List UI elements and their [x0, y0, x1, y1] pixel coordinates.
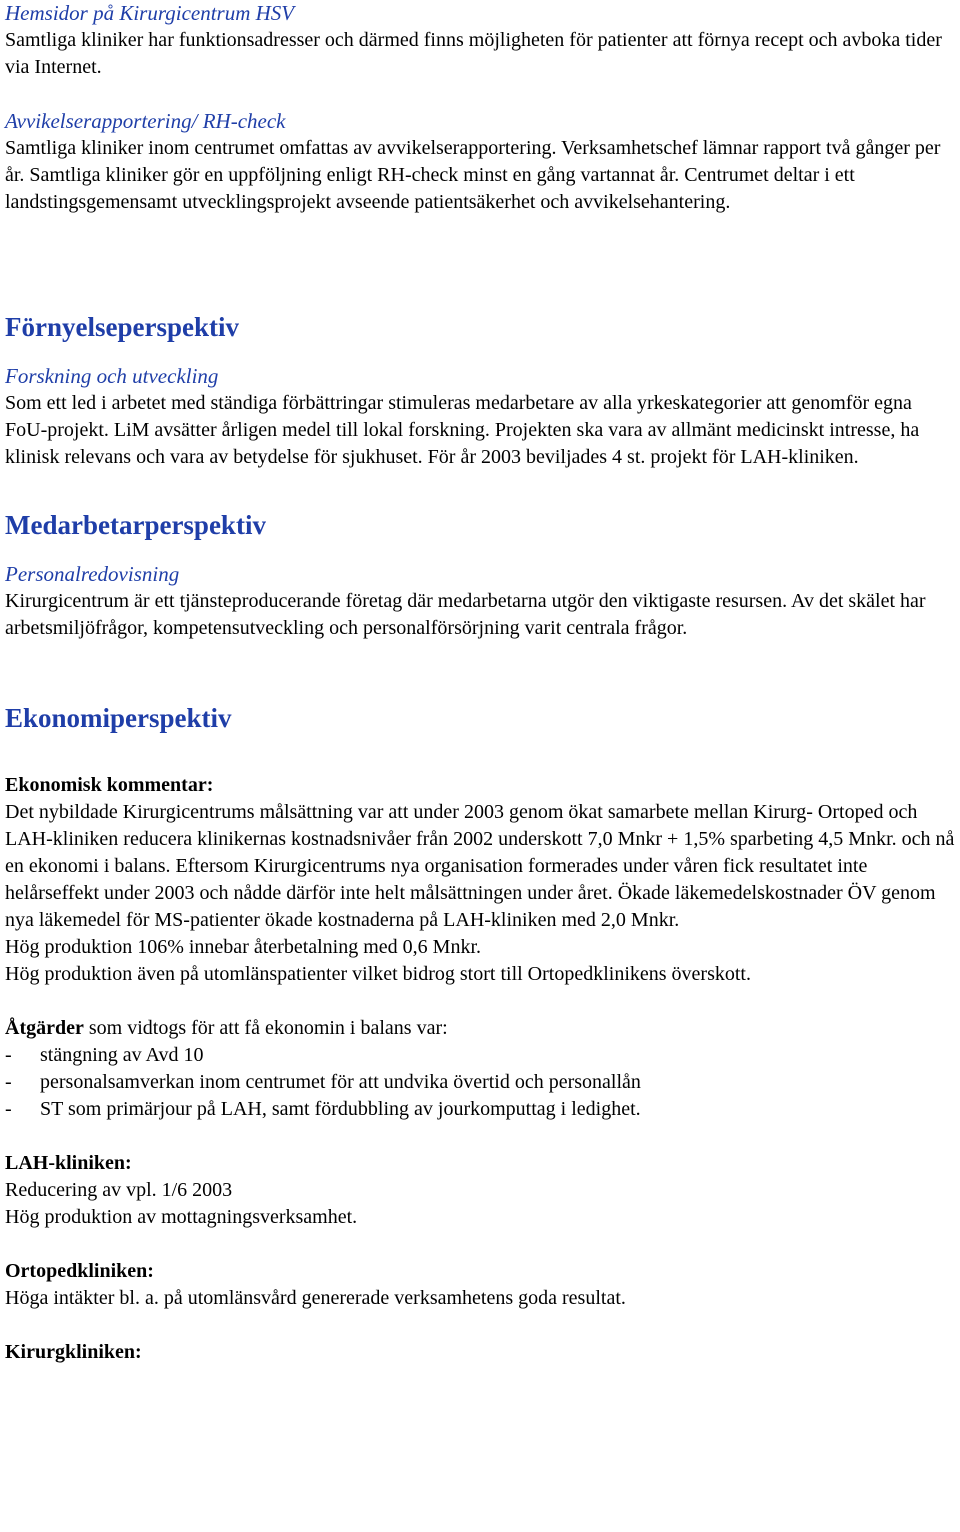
lah-kliniken-label: LAH-kliniken:	[5, 1152, 132, 1174]
atgarder-intro	[5, 1015, 955, 1042]
medarbetar-title: Medarbetarperspektiv	[5, 510, 266, 540]
ekonomi-line-1: Hög produktion 106% innebar återbetalning med 0,6 Mnkr.	[5, 936, 482, 958]
list-item-text: stängning av Avd 10	[40, 1044, 204, 1066]
spacer	[5, 1231, 955, 1258]
atgarder-list	[5, 1042, 955, 1123]
kirurgkliniken-label: Kirurgkliniken:	[5, 1341, 142, 1363]
ekonomi-line-2: Hög produktion även på utomlänspatienter vilket bidrog stort till Ortopedklinikens överskott.	[5, 963, 751, 985]
lah-line-2: Hög produktion av mottagningsverksamhet.	[5, 1206, 358, 1228]
ekonomi-title: Ekonomiperspektiv	[5, 703, 232, 733]
forskning-text: Som ett led i arbetet med ständiga förbättringar stimuleras medarbetare av alla yrkeskategorier att genomför egna FoU-projekt. LiM avsätter årligen medel till lokal forskning. Projekten ska vara av allmänt medicinskt intresse, ha klinisk relevans och vara av betydelse för sjukhuset. För år 2003 beviljades 4 st. projekt för LAH-kliniken.	[5, 392, 920, 468]
spacer	[5, 1312, 955, 1339]
spacer	[5, 216, 955, 311]
document-page	[5, 0, 955, 1366]
hemsidor-text: Samtliga kliniker har funktionsadresser och därmed finns möjligheten för patienter att förnya recept och avboka tider via Internet.	[5, 29, 942, 78]
fornyelse-title: Förnyelseperspektiv	[5, 312, 239, 342]
spacer	[5, 734, 955, 772]
atgarder-intro-text: som vidtogs för att få ekonomin i balans var:	[83, 1017, 448, 1039]
spacer	[5, 988, 955, 1015]
ortopedkliniken-label: Ortopedkliniken:	[5, 1260, 154, 1282]
spacer	[5, 541, 955, 561]
list-item-text: personalsamverkan inom centrumet för att undvika övertid och personallån	[40, 1071, 641, 1093]
spacer	[5, 642, 955, 702]
spacer	[5, 81, 955, 108]
list-item-text: ST som primärjour på LAH, samt fördubbling av jourkomputtag i ledighet.	[40, 1098, 641, 1120]
ekonomisk-kommentar-label: Ekonomisk kommentar:	[5, 774, 214, 796]
list-item	[5, 1042, 955, 1069]
list-item	[5, 1069, 955, 1096]
dash-bullet: -	[5, 1071, 12, 1093]
hemsidor-heading: Hemsidor på Kirurgicentrum HSV	[5, 1, 295, 25]
orto-line-1: Höga intäkter bl. a. på utomlänsvård genererade verksamhetens goda resultat.	[5, 1287, 626, 1309]
personal-heading: Personalredovisning	[5, 562, 180, 586]
spacer	[5, 1123, 955, 1150]
avvikelse-text: Samtliga kliniker inom centrumet omfattas av avvikelserapportering. Verksamhetschef lämnar rapport två gånger per år. Samtliga kliniker gör en uppföljning enligt RH-check minst en gång vartannat år. Centrumet deltar i ett landstingsgemensamt utvecklingsprojekt avseende patientsäkerhet och avvikelsehantering.	[5, 137, 941, 213]
dash-bullet: -	[5, 1044, 12, 1066]
lah-line-1: Reducering av vpl. 1/6 2003	[5, 1179, 233, 1201]
spacer	[5, 343, 955, 363]
forskning-heading: Forskning och utveckling	[5, 364, 219, 388]
personal-text: Kirurgicentrum är ett tjänsteproducerande företag där medarbetarna utgör den viktigaste resursen. Av det skälet har arbetsmiljöfrågor, kompetensutveckling och personalförsörjning varit centrala frågor.	[5, 590, 926, 639]
spacer	[5, 471, 955, 509]
list-item	[5, 1096, 955, 1123]
ekonomisk-kommentar-text: Det nybildade Kirurgicentrums målsättning var att under 2003 genom ökat samarbete mellan Kirurg- Ortoped och LAH-kliniken reducera klinikernas kostnadsnivåer från 2002 underskott 7,0 Mnkr + 1,5% sparbeting 4,5 Mnkr. och nå en ekonomi i balans. Eftersom Kirurgicentrums nya organisation formerades under våren fick resultatet inte helårseffekt under 2003 och nådde därför inte helt målsättningen under året. Ökade läkemedelskostnader ÖV genom nya läkemedel för MS-patienter ökade kostnaderna på LAH-kliniken med 2,0 Mnkr.	[5, 801, 955, 931]
atgarder-label: Åtgärder	[5, 1017, 84, 1039]
dash-bullet: -	[5, 1098, 12, 1120]
avvikelse-heading: Avvikelserapportering/ RH-check	[5, 109, 286, 133]
